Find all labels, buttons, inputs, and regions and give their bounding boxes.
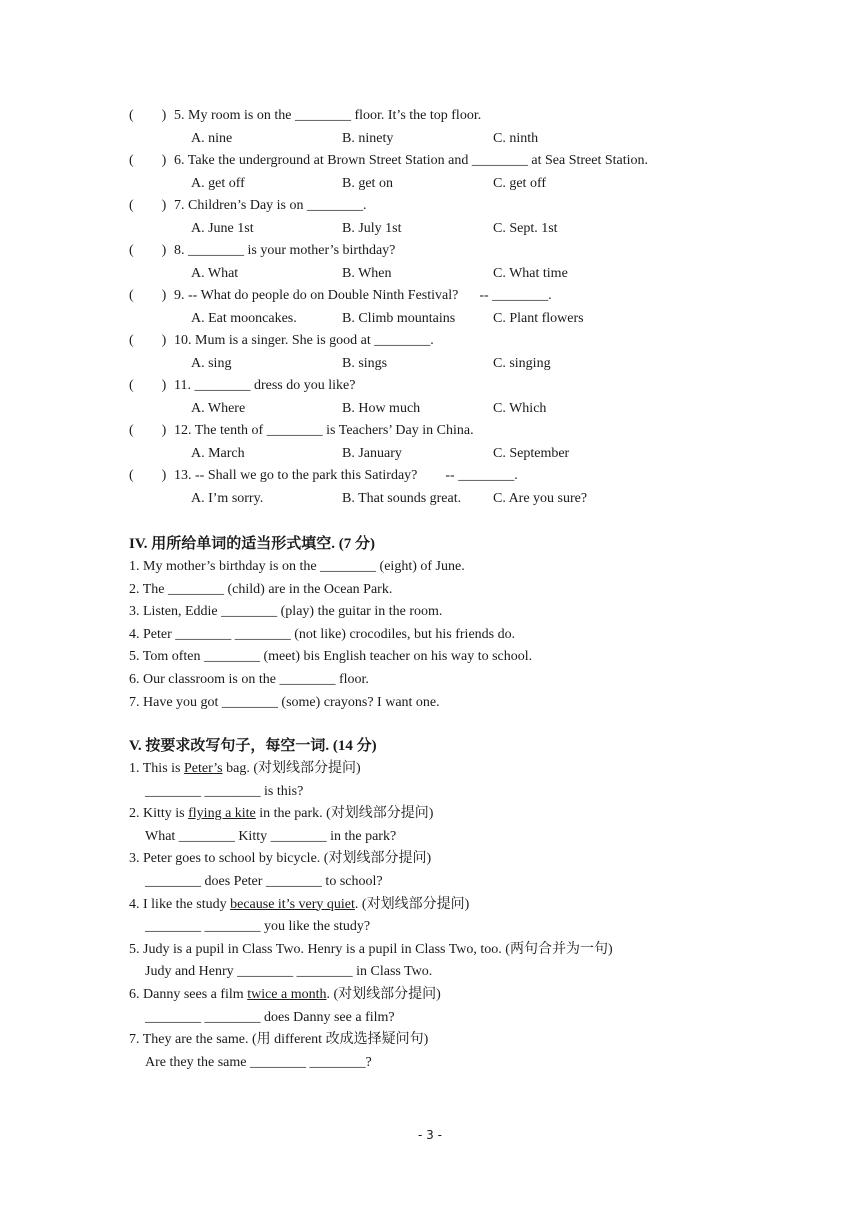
question-stem: 6. Take the underground at Brown Street Station and ________ at Sea Street Station. [174,153,649,168]
page-number: - 3 - [418,1128,442,1142]
question-text: . (对划线部分提问) [354,896,470,912]
answer-paren: ( ) [129,153,167,168]
section-v [129,734,749,1074]
option-a: A. sing [191,355,232,371]
fill-in-line: 4. Peter ________ ________ (not like) crocodiles, but his friends do. [129,626,516,642]
answer-line: ________ ________ does Danny see a film? [145,1009,395,1025]
underlined-part: twice a month [247,986,327,1002]
option-b: B. January [342,445,402,461]
option-c: C. get off [493,175,547,191]
answer-line: Are they the same ________ ________? [145,1054,372,1070]
option-b: B. Climb mountains [342,310,456,326]
rewrite-question [129,803,749,826]
answer-paren: ( ) [129,288,167,303]
option-a: A. nine [191,130,233,146]
rewrite-question [129,758,749,781]
question-stem: 9. -- What do people do on Double Ninth Festival? -- ________. [174,288,552,303]
mc-item [129,240,749,285]
answer-line: ________ ________ is this? [145,783,304,799]
multiple-choice-list [129,105,749,510]
option-c: C. What time [493,265,568,281]
question-stem: 5. My room is on the ________ floor. It’s the top floor. [174,108,482,123]
answer-paren: ( ) [129,108,167,123]
option-b: B. July 1st [342,220,402,236]
mc-item [129,150,749,195]
question-text: 7. They are the same. (用 different 改成选择疑问句) [129,1032,429,1048]
question-stem: 8. ________ is your mother’s birthday? [174,243,396,258]
section-heading: IV. 用所给单词的适当形式填空. (7 分) [129,536,375,552]
fill-in-line: 3. Listen, Eddie ________ (play) the guitar in the room. [129,604,443,620]
underlined-part: Peter’s [183,761,223,776]
answer-paren: ( ) [129,198,167,213]
underlined-part: flying a kite [188,806,256,822]
question-text: 5. Judy is a pupil in Class Two. Henry is a pupil in Class Two, too. (两句合并为一句) [129,941,613,957]
mc-item [129,465,749,510]
option-b: B. sings [342,355,388,371]
rewrite-question [129,894,749,917]
answer-line: ________ does Peter ________ to school? [145,873,383,889]
rewrite-question [129,848,749,871]
answer-paren: ( ) [129,333,167,348]
option-a: A. March [191,445,245,461]
answer-paren: ( ) [129,378,167,393]
question-text: 6. Danny sees a film [129,986,248,1002]
mc-item [129,330,749,375]
answer-paren: ( ) [129,243,167,258]
rewrite-question [129,1029,749,1052]
question-text: 4. I like the study [129,896,231,912]
option-c: C. Are you sure? [493,490,588,506]
section-heading: V. 按要求改写句子，每空一词. (14 分) [129,738,377,754]
question-stem: 13. -- Shall we go to the park this Satirday? -- ________. [174,468,518,483]
mc-item [129,375,749,420]
fill-in-line: 7. Have you got ________ (some) crayons? I want one. [129,694,440,710]
question-text: 1. This is [129,761,184,776]
answer-paren: ( ) [129,423,167,438]
mc-item [129,420,749,465]
question-text: bag. (对划线部分提问) [222,761,361,776]
question-stem: 10. Mum is a singer. She is good at ________. [174,333,434,348]
fill-in-line: 5. Tom often ________ (meet) bis English teacher on his way to school. [129,649,533,665]
option-c: C. Sept. 1st [493,220,558,236]
underlined-part: because it’s very quiet [230,896,355,912]
question-text: 3. Peter goes to school by bicycle. (对划线部分提问) [129,851,432,867]
option-b: B. That sounds great. [342,490,462,506]
fill-in-line: 1. My mother’s birthday is on the ________ (eight) of June. [129,559,465,574]
question-stem: 7. Children’s Day is on ________. [174,198,367,213]
mc-item [129,195,749,240]
answer-line: Judy and Henry ________ ________ in Class Two. [145,964,433,980]
mc-item [129,105,749,150]
option-c: C. Which [493,400,547,416]
fill-in-line: 2. The ________ (child) are in the Ocean Park. [129,581,393,597]
answer-paren: ( ) [129,468,167,483]
option-b: B. How much [342,400,421,416]
question-text: . (对划线部分提问) [326,986,441,1002]
option-c: C. ninth [493,130,539,146]
answer-line: ________ ________ you like the study? [145,919,371,935]
question-text: 2. Kitty is [129,806,189,822]
option-c: C. Plant flowers [493,310,584,326]
option-a: A. get off [191,175,245,191]
rewrite-question [129,984,749,1007]
option-b: B. ninety [342,130,394,146]
mc-item [129,285,749,330]
section-iv [129,532,749,714]
option-a: A. Eat mooncakes. [191,310,297,326]
option-a: A. I’m sorry. [191,490,264,506]
question-stem: 12. The tenth of ________ is Teachers’ Day in China. [174,423,474,438]
option-a: A. Where [191,400,246,416]
option-c: C. September [493,445,570,461]
question-text: in the park. (对划线部分提问) [255,806,434,822]
option-b: B. When [342,265,392,281]
option-a: A. What [191,265,239,281]
question-stem: 11. ________ dress do you like? [174,378,356,393]
answer-line: What ________ Kitty ________ in the park? [145,828,397,844]
option-c: C. singing [493,355,551,371]
fill-in-line: 6. Our classroom is on the ________ floor. [129,671,369,687]
rewrite-question [129,939,749,962]
option-a: A. June 1st [191,220,254,236]
option-b: B. get on [342,175,393,191]
